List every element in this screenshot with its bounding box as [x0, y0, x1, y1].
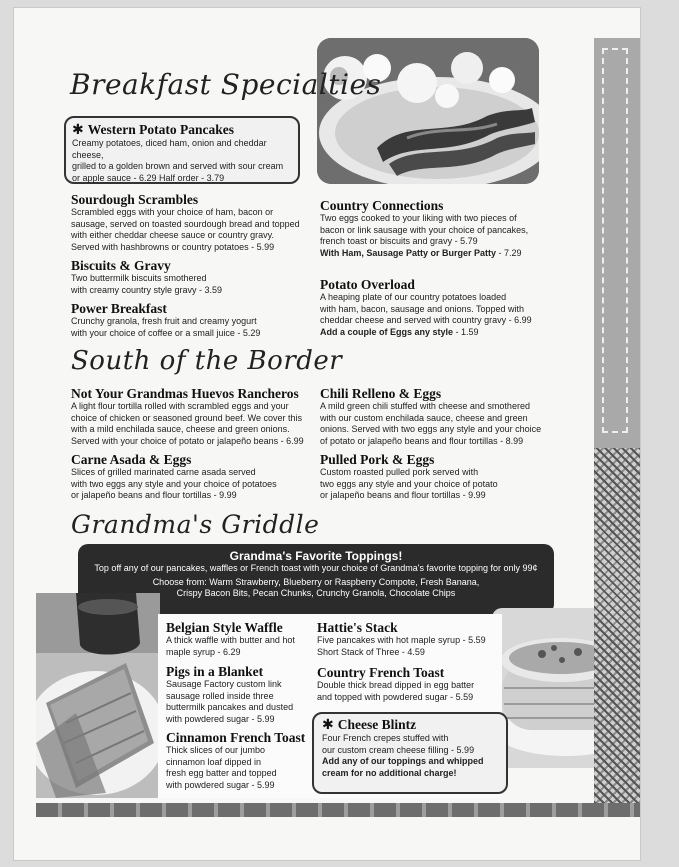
item-title: Power Breakfast: [71, 301, 167, 316]
toppings-title: Grandma's Favorite Toppings!: [229, 549, 403, 563]
country-french-toast: [317, 665, 497, 703]
item-desc: A thick waffle with butter and hot maple syrup - 6.29: [166, 635, 295, 657]
item-title: Country French Toast: [317, 665, 445, 680]
power-breakfast: [71, 301, 321, 339]
breakfast-heading: Breakfast Specialties: [70, 68, 382, 101]
item-desc: Sausage Factory custom link sausage rolled inside three buttermilk pancakes and dusted with powdered sugar - 5.99: [166, 679, 294, 724]
belgian-waffle: [166, 620, 316, 658]
cheese-blintz-title: ✱ Cheese Blintz: [322, 717, 417, 733]
french-toast-photo: [36, 593, 160, 798]
country-connections: [320, 198, 570, 259]
western-potato-pancakes-box: [64, 116, 300, 184]
item-desc: A mild green chili stuffed with cheese and smothered with our custom enchilada sauce, cheese and green onions. Served with two eggs any style and your choice of potato or jalapeño beans and flour tortillas - 8.99: [320, 401, 542, 446]
griddle-heading: Grandma's Griddle: [71, 510, 320, 539]
item-extra: Add a couple of Eggs any style - 1.59: [320, 326, 479, 337]
toppings-line: Choose from: Warm Strawberry, Blueberry or Raspberry Compote, Fresh Banana,: [152, 576, 480, 587]
chili-relleno-eggs: [320, 386, 570, 447]
toppings-line: Crispy Bacon Bits, Pecan Chunks, Crunchy Granola, Chocolate Chips: [176, 588, 456, 598]
item-title: Sourdough Scrambles: [71, 192, 199, 207]
item-desc: A heaping plate of our country potatoes loaded with ham, bacon, sausage and onions. Topped with cheddar cheese and served with country gravy - 6.99 Add a couple of Eggs any style - 1.59: [320, 292, 570, 338]
asterisk-icon: ✱: [322, 717, 334, 733]
item-title: Not Your Grandmas Huevos Rancheros: [71, 386, 299, 401]
item-desc: Thick slices of our jumbo cinnamon loaf dipped in fresh egg batter and topped with powdered sugar - 5.99: [166, 745, 277, 790]
item-title: Pigs in a Blanket: [166, 664, 264, 679]
western-potato-pancakes-desc: Creamy potatoes, diced ham, onion and cheddar cheese, grilled to a golden brown and served with sour cream or apple sauce - 6.29 Half order - 3.79: [72, 138, 284, 183]
item-title: Cinnamon French Toast: [166, 730, 306, 745]
weave-pattern: [594, 448, 640, 803]
dashed-border: [602, 48, 628, 433]
cheese-blintz-desc: Four French crepes stuffed with our custom cream cheese filling - 5.99 Add any of our toppings and whipped cream for no additional charge!: [322, 733, 484, 778]
sourdough-scrambles: [71, 192, 321, 253]
item-title: Belgian Style Waffle: [166, 620, 283, 635]
western-potato-pancakes-title: ✱ Western Potato Pancakes: [72, 122, 234, 138]
item-desc: Double thick bread dipped in egg batter and topped with powdered sugar - 5.59: [317, 680, 475, 702]
item-desc: Two eggs cooked to your liking with two pieces of bacon or link sausage with your choice of pancakes, french toast or biscuits and gravy - 5.79 With Ham, Sausage Patty or Burger Patty - 7.29: [320, 213, 570, 259]
item-title: Carne Asada & Eggs: [71, 452, 192, 467]
carne-asada-eggs: [71, 452, 321, 502]
item-desc: Scrambled eggs with your choice of ham, bacon or sausage, served on toasted sourdough bread and topped with either cheddar cheese sauce or country gravy. Served with hashbrowns or country potatoes - 5.99: [71, 207, 300, 252]
biscuits-gravy: [71, 258, 321, 296]
potato-overload: [320, 277, 570, 338]
cheese-blintz-box: [312, 712, 508, 794]
south-heading: South of the Border: [71, 346, 343, 376]
huevos-rancheros: [71, 386, 321, 447]
item-title: Potato Overload: [320, 277, 415, 292]
hatties-stack: [317, 620, 497, 658]
item-title: Biscuits & Gravy: [71, 258, 171, 273]
item-desc: Slices of grilled marinated carne asada served with two eggs any style and your choice of potatoes or jalapeño beans and flour tortillas - 9.99: [71, 467, 277, 501]
item-title: Hattie's Stack: [317, 620, 398, 635]
item-desc: Two buttermilk biscuits smothered with creamy country style gravy - 3.59: [71, 273, 223, 295]
cinnamon-french-toast: [166, 730, 316, 791]
breakfast-photo: [317, 38, 539, 184]
item-title: Country Connections: [320, 198, 444, 213]
item-desc: A light flour tortilla rolled with scrambled eggs and your choice of chicken or seasoned ground beef. We cover this with a mild enchilada sauce, cheese and green onions. Served with your choice of potato or jalapeño beans - 6.99: [71, 401, 304, 446]
item-desc: Custom roasted pulled pork served with two eggs any style and your choice of potato or jalapeño beans and flour tortillas - 9.99: [320, 467, 498, 501]
item-title: Chili Relleno & Eggs: [320, 386, 442, 401]
menu-page: [14, 8, 640, 860]
footer-band: [36, 803, 640, 817]
item-extra: With Ham, Sausage Patty or Burger Patty - 7.29: [320, 247, 522, 258]
decorative-sidebar: [594, 38, 640, 803]
item-desc: Five pancakes with hot maple syrup - 5.59 Short Stack of Three - 4.59: [317, 635, 486, 657]
toppings-line: Top off any of our pancakes, waffles or French toast with your choice of Grandma's favorite topping for only 99¢: [94, 563, 538, 573]
item-desc: Crunchy granola, fresh fruit and creamy yogurt with your choice of coffee or a small juice - 5.29: [71, 316, 261, 338]
item-title: Pulled Pork & Eggs: [320, 452, 435, 467]
asterisk-icon: ✱: [72, 122, 84, 138]
pigs-in-a-blanket: [166, 664, 316, 725]
pulled-pork-eggs: [320, 452, 570, 502]
